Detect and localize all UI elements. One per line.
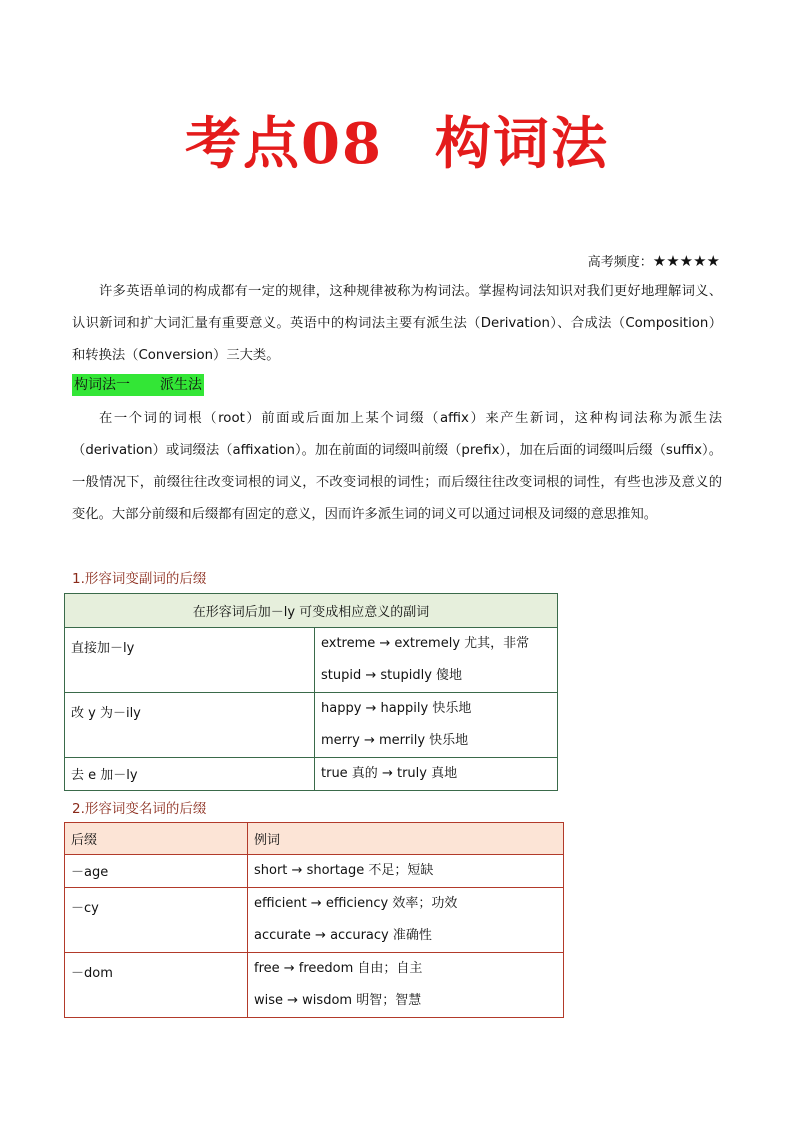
derivation-paragraph: 在一个词的词根（root）前面或后面加上某个词缀（affix）来产生新词，这种构词法称为派生法（derivation）或词缀法（affixation）。加在前面的词缀叫前缀（prefix），加在后面的词缀叫后缀（suffix）。一般情况下，前缀往往改变词根的词义，不改变词根的词性；而后缀往往改变词根的词性，有些也涉及意义的变化。大部分前缀和后缀都有固定的意义，因而许多派生词的词义可以通过词根及词缀的意思推知。 <box>72 411 722 522</box>
example-line: true 真的 → truly 真地 <box>321 766 458 781</box>
adj-to-adv-table <box>64 593 558 791</box>
table-row <box>65 628 558 693</box>
subheading-adj-to-adv: 1.形容词变副词的后缀 <box>72 571 207 587</box>
example-line: extreme → extremely 尤其，非常 <box>321 636 530 651</box>
example-line: free → freedom 自由；自主 <box>254 961 423 976</box>
suffix-cell: －cy <box>65 888 248 953</box>
example-line: short → shortage 不足；短缺 <box>254 863 434 878</box>
frequency-rating <box>588 251 720 270</box>
examples-cell <box>315 628 558 693</box>
section-name: 派生法 <box>160 377 202 393</box>
section-label: 构词法一 <box>74 377 130 393</box>
table-row <box>65 953 564 1018</box>
table-row <box>65 855 564 888</box>
table-row <box>65 888 564 953</box>
table-header: 在形容词后加－ly 可变成相应意义的副词 <box>65 594 558 628</box>
suffix-cell: －age <box>65 855 248 888</box>
examples-cell <box>315 758 558 791</box>
column-header-suffix: 后缀 <box>65 823 248 855</box>
rule-cell: 直接加－ly <box>65 628 315 693</box>
example-line: happy → happily 快乐地 <box>321 701 472 716</box>
title-topic-name: 构词法 <box>434 111 609 177</box>
rule-cell: 改 y 为－ily <box>65 693 315 758</box>
example-line: stupid → stupidly 傻地 <box>321 668 463 683</box>
rule-cell: 去 e 加－ly <box>65 758 315 791</box>
table-row <box>65 758 558 791</box>
example-line: efficient → efficiency 效率；功效 <box>254 896 458 911</box>
subheading-adj-to-noun: 2.形容词变名词的后缀 <box>72 801 207 817</box>
intro-paragraph: 许多英语单词的构成都有一定的规律，这种规律被称为构词法。掌握构词法知识对我们更好地理解词义、认识新词和扩大词汇量有重要意义。英语中的构词法主要有派生法（Derivation）、合成法（Composition）和转换法（Conversion）三大类。 <box>72 284 722 363</box>
table-row <box>65 693 558 758</box>
examples-cell <box>248 953 564 1018</box>
example-line: wise → wisdom 明智；智慧 <box>254 993 422 1008</box>
frequency-label: 高考频度： <box>587 255 653 270</box>
examples-cell <box>248 888 564 953</box>
star-rating-icon: ★★★★★ <box>652 252 720 270</box>
table-header-row <box>65 823 564 855</box>
adj-to-noun-table <box>64 822 564 1018</box>
section-heading-derivation <box>72 374 204 396</box>
suffix-cell: －dom <box>65 953 248 1018</box>
title-topic-number: 考点08 <box>185 111 383 177</box>
column-header-examples: 例词 <box>248 823 564 855</box>
examples-cell <box>248 855 564 888</box>
page-title <box>0 100 794 180</box>
example-line: accurate → accuracy 准确性 <box>254 928 432 943</box>
example-line: merry → merrily 快乐地 <box>321 733 469 748</box>
examples-cell <box>315 693 558 758</box>
